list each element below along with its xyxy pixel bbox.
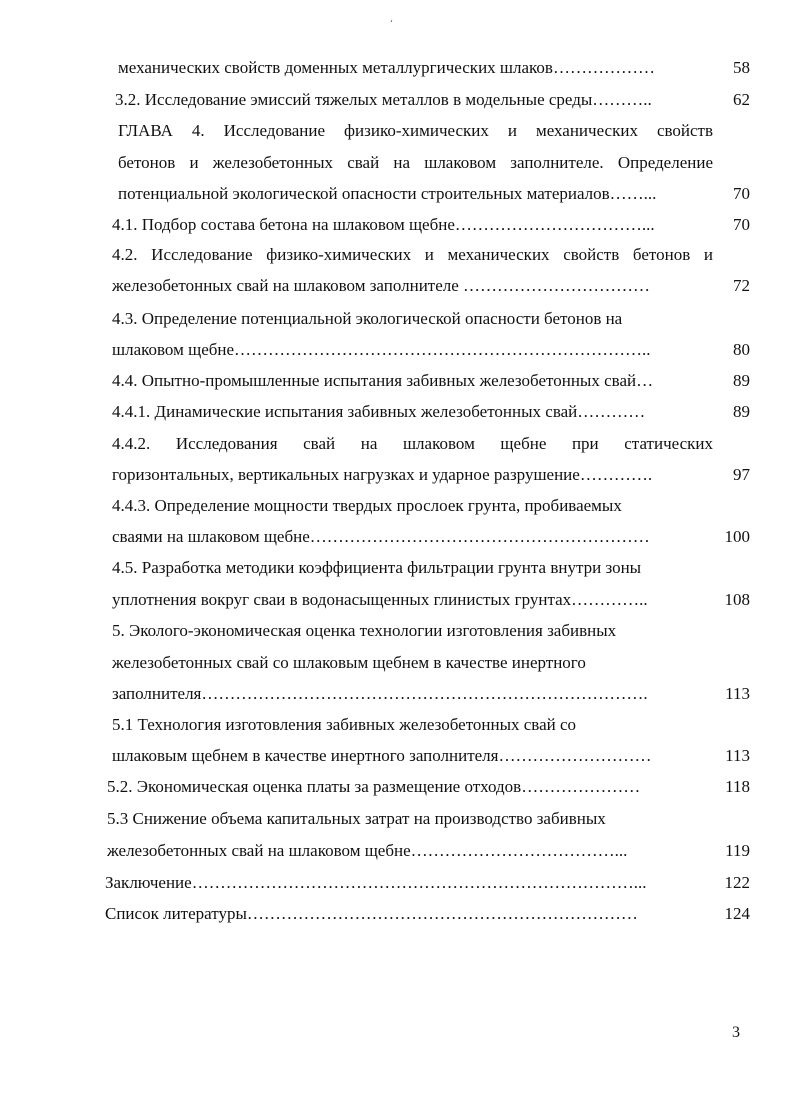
toc-entry-text: 4.1. Подбор состава бетона на шлаковом щебне……………………………... xyxy=(112,215,655,234)
toc-page-number: 122 xyxy=(724,873,750,892)
toc-page-number: 97 xyxy=(733,465,750,484)
toc-entry-text: 4.4. Опытно-промышленные испытания забивных железобетонных свай… xyxy=(112,371,654,390)
toc-page-number: 70 xyxy=(733,215,750,234)
toc-page-number: 80 xyxy=(733,340,750,359)
toc-entry-text: 5.1 Технология изготовления забивных железобетонных свай со xyxy=(112,715,577,734)
toc-entry-text: горизонтальных, вертикальных нагрузках и ударное разрушение…………. xyxy=(112,465,653,484)
toc-page-number: 72 xyxy=(733,276,750,295)
scan-speck: ‘ xyxy=(390,18,393,28)
toc-entry-text: 4.3. Определение потенциальной экологической опасности бетонов на xyxy=(112,309,623,328)
toc-entry-text: бетонов и железобетонных свай на шлаковом заполнителе. Определение xyxy=(118,153,713,172)
toc-page-number: 89 xyxy=(733,371,750,390)
toc-page-number: 100 xyxy=(724,527,750,546)
toc-entry-text: 5. Эколого-экономическая оценка технологии изготовления забивных xyxy=(112,621,617,640)
toc-page-number: 89 xyxy=(733,402,750,421)
toc-entry-text: сваями на шлаковом щебне…………………………………………………… xyxy=(112,527,650,546)
toc-entry-text: ГЛАВА 4. Исследование физико-химических и механических свойств xyxy=(118,121,713,140)
toc-entry-text: железобетонных свай со шлаковым щебнем в качестве инертного xyxy=(112,653,586,672)
toc-page-number: 70 xyxy=(733,184,750,203)
toc-entry-text: 3.2. Исследование эмиссий тяжелых металлов в модельные среды……….. xyxy=(115,90,652,109)
toc-entry-text: шлаковом щебне……………………………………………………………….. xyxy=(112,340,651,359)
toc-entry-text: уплотнения вокруг сваи в водонасыщенных глинистых грунтах………….. xyxy=(112,590,648,609)
toc-entry-text: механических свойств доменных металлургических шлаков……………… xyxy=(118,58,655,77)
toc-page-number: 124 xyxy=(724,904,750,923)
toc-page-number: 62 xyxy=(733,90,750,109)
toc-entry-text: заполнителя……………………………………………………………………. xyxy=(112,684,648,703)
toc-entry-text: Заключение……………………………………………………………………... xyxy=(105,873,647,892)
toc-entry-text: 4.5. Разработка методики коэффициента фильтрации грунта внутри зоны xyxy=(112,558,642,577)
toc-entry-text: 4.4.2. Исследования свай на шлаковом щебне при статических xyxy=(112,434,713,453)
toc-entry-text: 4.2. Исследование физико-химических и механических свойств бетонов и xyxy=(112,245,713,264)
toc-page-number: 113 xyxy=(725,746,750,765)
toc-entry-text: Список литературы…………………………………………………………… xyxy=(105,904,638,923)
toc-entry-text: потенциальной экологической опасности строительных материалов……... xyxy=(118,184,657,203)
toc-entry-text: железобетонных свай на шлаковом щебне………………………………... xyxy=(107,841,628,860)
toc-page-number: 108 xyxy=(724,590,750,609)
toc-entry-text: 4.4.3. Определение мощности твердых прослоек грунта, пробиваемых xyxy=(112,496,622,515)
toc-page-number: 113 xyxy=(725,684,750,703)
page-number: 3 xyxy=(732,1024,740,1041)
toc-page-number: 119 xyxy=(725,841,750,860)
toc-page-number: 118 xyxy=(725,777,750,796)
toc-entry-text: железобетонных свай на шлаковом заполнителе …………………………… xyxy=(112,276,651,295)
toc-entry-text: 4.4.1. Динамические испытания забивных железобетонных свай………… xyxy=(112,402,646,421)
toc-entry-text: шлаковым щебнем в качестве инертного заполнителя……………………… xyxy=(112,746,652,765)
toc-entry-text: 5.3 Снижение объема капитальных затрат на производство забивных xyxy=(107,809,606,828)
toc-page-number: 58 xyxy=(733,58,750,77)
toc-entry-text: 5.2. Экономическая оценка платы за размещение отходов………………… xyxy=(107,777,641,796)
